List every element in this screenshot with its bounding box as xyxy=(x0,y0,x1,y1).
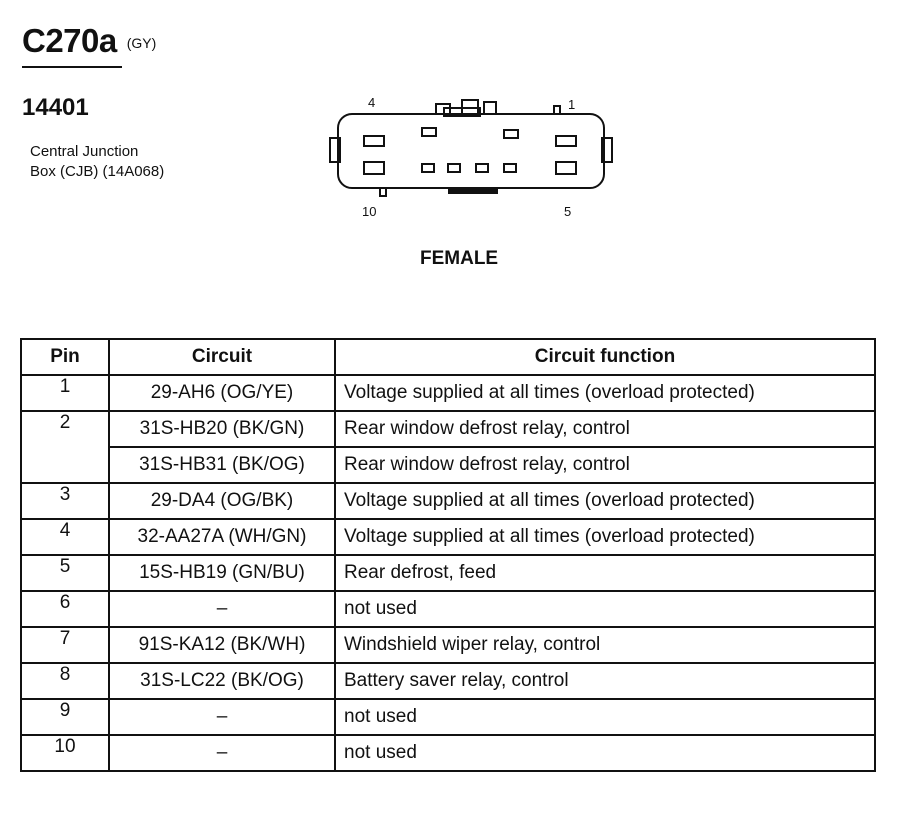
table-row xyxy=(21,375,875,411)
pin-number: 10 xyxy=(21,735,109,771)
table-row xyxy=(21,555,875,591)
cavity xyxy=(364,162,384,174)
pin-number: 2 xyxy=(21,411,109,483)
circuit-code: – xyxy=(109,699,335,735)
table-row xyxy=(21,447,875,483)
pin-number: 7 xyxy=(21,627,109,663)
connector-code: C270a xyxy=(22,22,117,59)
circuit-code: 29-AH6 (OG/YE) xyxy=(109,375,335,411)
pin-number: 8 xyxy=(21,663,109,699)
cavity xyxy=(422,164,434,172)
pin-label-5: 5 xyxy=(564,204,572,219)
cavity xyxy=(504,164,516,172)
circuit-code: 31S-HB20 (BK/GN) xyxy=(109,411,335,447)
pinout-table xyxy=(20,338,876,772)
circuit-function: Rear window defrost relay, control xyxy=(335,447,875,483)
pin-label-4: 4 xyxy=(368,95,376,110)
component-line-1: Central Junction xyxy=(30,143,139,160)
bottom-rib xyxy=(448,188,498,194)
component-line-2: Box (CJB) (14A068) xyxy=(30,163,165,180)
pin-number: 5 xyxy=(21,555,109,591)
header-circuit: Circuit xyxy=(109,339,335,375)
circuit-code: 31S-LC22 (BK/OG) xyxy=(109,663,335,699)
pin-label-10: 10 xyxy=(362,204,377,219)
cavity xyxy=(556,136,576,146)
pin-number: 1 xyxy=(21,375,109,411)
table-header-row xyxy=(21,339,875,375)
pin10-marker xyxy=(380,188,386,196)
circuit-function: Rear defrost, feed xyxy=(335,555,875,591)
circuit-code: 15S-HB19 (GN/BU) xyxy=(109,555,335,591)
part-number: 14401 xyxy=(22,94,89,121)
circuit-code: 31S-HB31 (BK/OG) xyxy=(109,447,335,483)
cavity xyxy=(476,164,488,172)
circuit-code: 32-AA27A (WH/GN) xyxy=(109,519,335,555)
pinout-rows xyxy=(21,375,875,771)
connector-housing xyxy=(338,114,604,188)
pin-number: 3 xyxy=(21,483,109,519)
cavity xyxy=(422,128,436,136)
header-function: Circuit function xyxy=(335,339,875,375)
table-row xyxy=(21,519,875,555)
circuit-function: not used xyxy=(335,699,875,735)
table-row xyxy=(21,627,875,663)
connector-heading xyxy=(22,22,156,60)
circuit-function: not used xyxy=(335,591,875,627)
circuit-function: Battery saver relay, control xyxy=(335,663,875,699)
table-row xyxy=(21,483,875,519)
header-pin: Pin xyxy=(21,339,109,375)
circuit-function: Voltage supplied at all times (overload protected) xyxy=(335,519,875,555)
circuit-function: Rear window defrost relay, control xyxy=(335,411,875,447)
circuit-code: – xyxy=(109,735,335,771)
circuit-function: not used xyxy=(335,735,875,771)
table-row xyxy=(21,663,875,699)
circuit-function: Voltage supplied at all times (overload protected) xyxy=(335,375,875,411)
circuit-code: 29-DA4 (OG/BK) xyxy=(109,483,335,519)
circuit-function: Voltage supplied at all times (overload protected) xyxy=(335,483,875,519)
circuit-code: 91S-KA12 (BK/WH) xyxy=(109,627,335,663)
circuit-code: – xyxy=(109,591,335,627)
component-description xyxy=(30,142,164,182)
table-row xyxy=(21,735,875,771)
connector-gender: FEMALE xyxy=(420,248,499,269)
pin1-marker xyxy=(554,106,560,114)
table-row xyxy=(21,699,875,735)
cavity xyxy=(556,162,576,174)
pin-number: 9 xyxy=(21,699,109,735)
pin-number: 4 xyxy=(21,519,109,555)
pin-label-1: 1 xyxy=(568,97,576,112)
table-row xyxy=(21,411,875,447)
table-row xyxy=(21,591,875,627)
title-underline xyxy=(22,66,122,68)
cavity xyxy=(448,164,460,172)
circuit-function: Windshield wiper relay, control xyxy=(335,627,875,663)
connector-color: (GY) xyxy=(126,35,157,51)
pin-number: 6 xyxy=(21,591,109,627)
connector-face-diagram xyxy=(324,92,624,222)
cavity xyxy=(504,130,518,138)
cavity xyxy=(364,136,384,146)
